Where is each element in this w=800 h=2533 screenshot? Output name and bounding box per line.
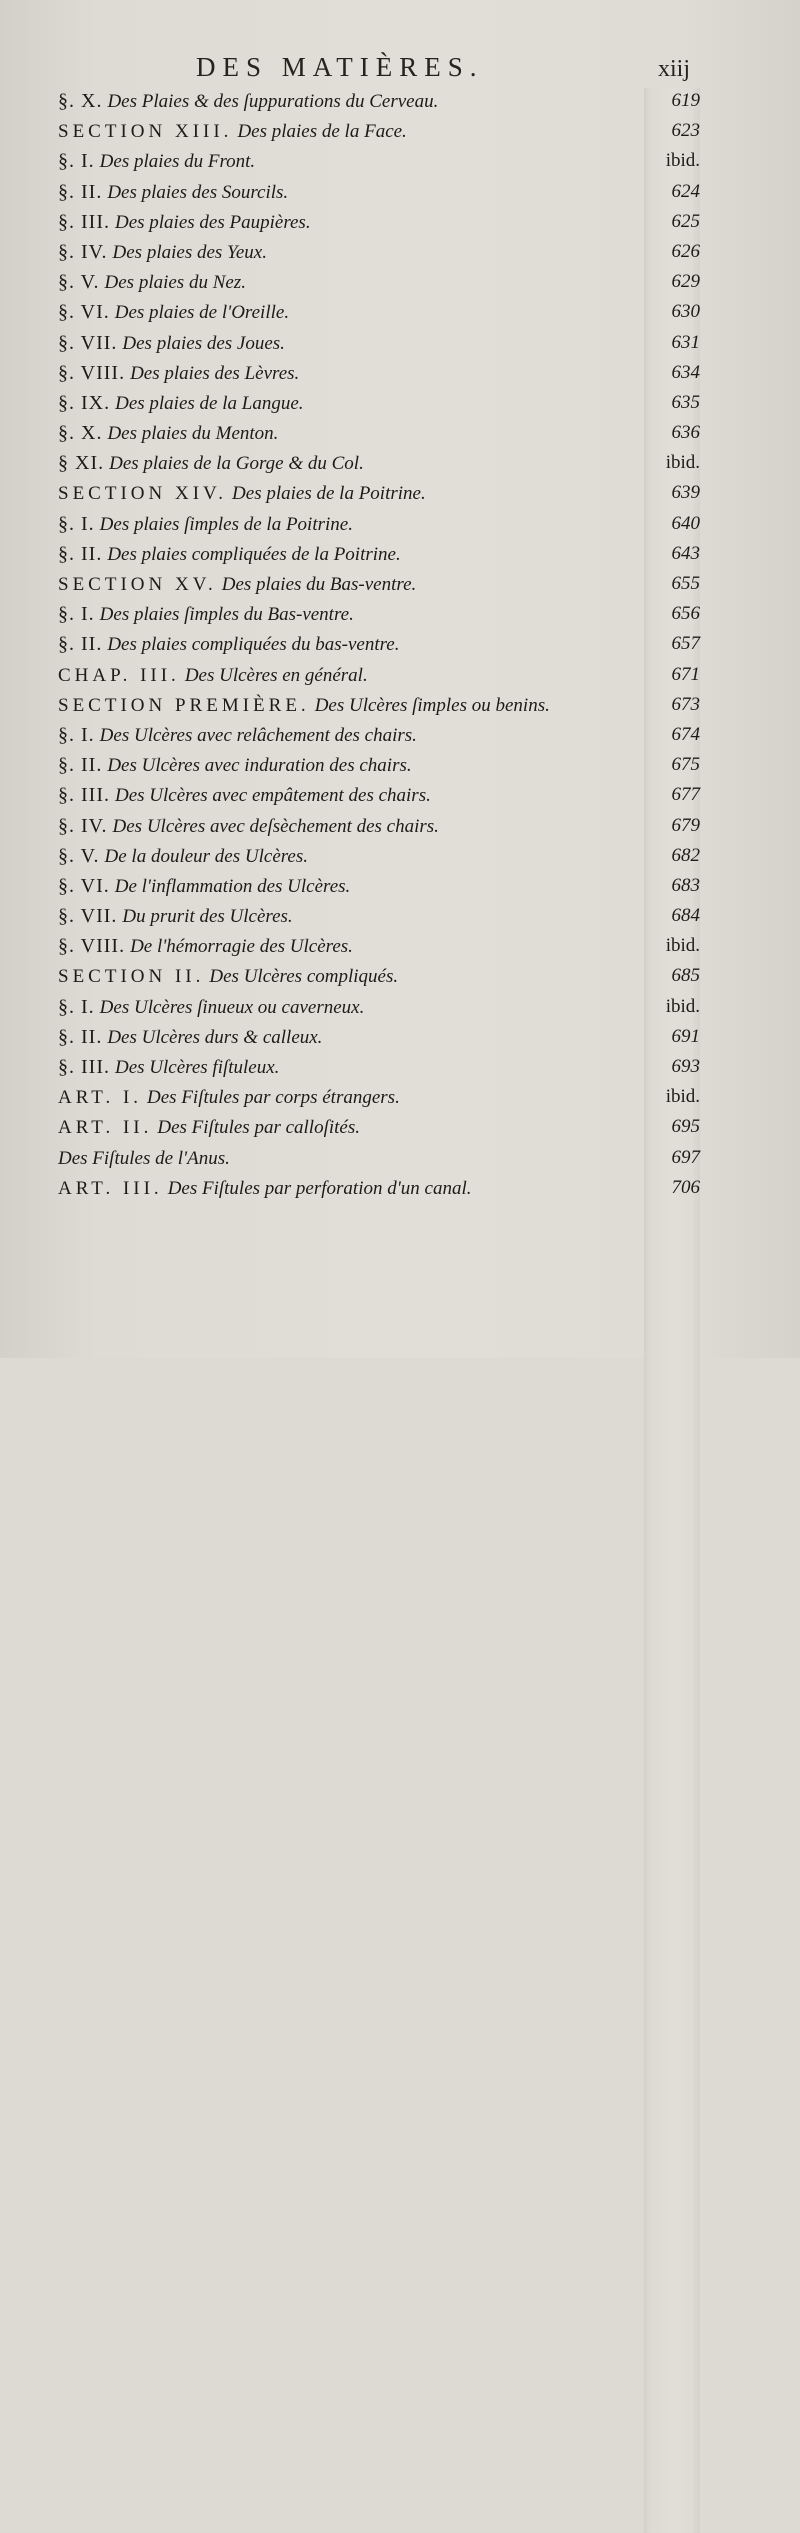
running-head-title: DES MATIÈRES. — [196, 52, 484, 82]
toc-entry-label: §. II. — [58, 754, 103, 777]
toc-entry — [0, 418, 800, 448]
toc-entry-page: 634 — [644, 360, 700, 1718]
toc-entry-title: Des plaies du Front. — [99, 151, 256, 173]
toc-entry-text — [58, 631, 399, 658]
toc-entry-title: Des Ulcères avec relâchement des chairs. — [99, 724, 417, 746]
toc-entry-label: §. X. — [58, 90, 103, 112]
toc-entry — [0, 629, 800, 659]
toc-entry — [0, 811, 800, 841]
toc-entry — [0, 358, 800, 388]
toc-entry — [0, 660, 800, 690]
toc-entry-text — [58, 118, 407, 145]
toc-entry-label: §. II. — [58, 542, 103, 565]
toc-entry — [0, 267, 800, 297]
toc-entry-title: Des Ulcères ſimples ou benins. — [314, 694, 550, 716]
toc-entry-label: §. II. — [58, 633, 103, 656]
toc-entry-label: §. I. — [58, 603, 95, 626]
toc-entry-text — [58, 1084, 400, 1111]
toc-entry — [0, 539, 800, 569]
toc-entry-label: §. II. — [58, 1025, 103, 1048]
toc-entry — [0, 871, 800, 901]
toc-entry-text — [58, 390, 304, 417]
toc-entry-label: §. V. — [58, 271, 100, 294]
toc-entry — [0, 841, 800, 871]
toc-entry-title: Des plaies du Bas-ventre. — [221, 574, 417, 595]
toc-entry-page: 623 — [644, 118, 700, 1476]
toc-entry — [0, 780, 800, 810]
toc-entry — [0, 297, 800, 327]
toc-entry-page: 675 — [644, 752, 700, 2110]
toc-entry — [0, 1112, 800, 1142]
toc-entry — [0, 207, 800, 237]
toc-entry-text — [58, 299, 289, 326]
toc-entry — [0, 901, 800, 931]
toc-entry-text — [58, 1114, 360, 1141]
toc-entry-label: ART. III. — [58, 1177, 163, 1199]
toc-entry-label: §. III. — [58, 210, 110, 233]
toc-entry-label: §. VIII. — [58, 361, 126, 384]
toc-entry-text — [58, 722, 417, 749]
toc-entry-text — [58, 420, 278, 447]
toc-entry-text — [58, 148, 255, 175]
toc-entry-text — [58, 179, 288, 206]
toc-entry — [0, 328, 800, 358]
toc-entry-page: ibid. — [644, 933, 700, 2291]
toc-entry-page: 673 — [644, 692, 700, 2050]
toc-entry — [0, 961, 800, 991]
toc-entry-title: Des plaies des Joues. — [122, 332, 285, 354]
toc-entry-text — [58, 571, 416, 598]
toc-entry-title: Des plaies de la Langue. — [115, 392, 304, 414]
toc-entry-label: §. IV. — [58, 240, 108, 263]
toc-entry-text — [58, 450, 364, 477]
toc-entry-title: Des Ulcères compliqués. — [209, 966, 399, 988]
toc-entry-text — [58, 692, 550, 719]
toc-entry-title: Des Ulcères avec empâtement des chairs. — [114, 785, 431, 807]
toc-entry-page: ibid. — [644, 1084, 700, 2442]
toc-entry-title: Des Ulcères en général. — [184, 664, 368, 686]
toc-entry-page: 706 — [644, 1175, 700, 2533]
toc-entry-text — [58, 480, 426, 507]
toc-entry-label: §. III. — [58, 1056, 110, 1078]
toc-entry-text — [58, 511, 353, 538]
toc-entry-page: 639 — [644, 480, 700, 1838]
toc-entry-label: §. VII. — [58, 331, 118, 354]
toc-entry-text — [58, 933, 353, 960]
toc-entry — [0, 146, 800, 176]
toc-entry — [0, 448, 800, 478]
toc-entry-text — [58, 813, 439, 840]
toc-entry-page: 691 — [644, 1024, 700, 2382]
toc-entry-text — [58, 209, 311, 236]
toc-entry-title: Des Ulcères ſinueux ou caverneux. — [99, 996, 365, 1018]
toc-entry-label: §. V. — [58, 844, 100, 867]
toc-entry — [0, 478, 800, 508]
toc-entry-title: Des Ulcères avec induration des chairs. — [107, 755, 412, 777]
running-head-page-number: xiij — [658, 56, 691, 82]
toc-entry-page: ibid. — [644, 450, 700, 1808]
toc-entry-title: Des Fiſtules de l'Anus. — [58, 1147, 230, 1169]
toc-entry-page: ibid. — [644, 994, 700, 2352]
toc-entry-page: 655 — [644, 571, 700, 1929]
toc-entry-page: 624 — [644, 179, 700, 1537]
toc-entry-page: 671 — [644, 662, 700, 2020]
toc-entry-text — [58, 1054, 279, 1081]
toc-entry — [0, 1082, 800, 1112]
toc-entry-label: SECTION XIII. — [58, 121, 233, 143]
toc-entry-title: Des plaies de l'Oreille. — [114, 302, 290, 324]
toc-entry-text — [58, 782, 431, 809]
toc-entry-label: SECTION XV. — [58, 574, 217, 595]
toc-entry-title: Des plaies de la Gorge & du Col. — [109, 453, 364, 475]
toc-entry-title: Des plaies de la Face. — [237, 121, 407, 143]
toc-entry-label: §. VI. — [58, 874, 110, 897]
toc-entry-page: 656 — [644, 601, 700, 1959]
toc-entry-text — [58, 1175, 472, 1202]
toc-entry-title: Des plaies des Sourcils. — [107, 181, 289, 203]
toc-entry-page: 629 — [644, 269, 700, 1627]
toc-entry — [0, 86, 800, 116]
toc-entry — [0, 1022, 800, 1052]
toc-entry — [0, 992, 800, 1022]
toc-entry-label: §. X. — [58, 422, 103, 445]
toc-entry-title: Des plaies des Yeux. — [112, 241, 267, 263]
toc-entry — [0, 116, 800, 146]
toc-entry-page: 619 — [644, 88, 700, 1446]
toc-entry — [0, 599, 800, 629]
toc-entry-label: ART. II. — [58, 1117, 153, 1139]
toc-entry-page: 695 — [644, 1114, 700, 2472]
toc-entry-label: §. III. — [58, 784, 110, 807]
toc-entry-text — [58, 239, 267, 266]
toc-entry-page: 636 — [644, 420, 700, 1778]
toc-entry-page: 625 — [644, 209, 700, 1567]
toc-entry-text — [58, 994, 364, 1021]
toc-entry-page: 643 — [644, 541, 700, 1899]
toc-entry-label: §. I. — [58, 512, 95, 535]
toc-entry-title: Des plaies des Paupières. — [114, 211, 311, 233]
toc-entry — [0, 237, 800, 267]
toc-entry-title: Des Ulcères avec deſsèchement des chairs. — [112, 815, 439, 837]
toc-entry-label: CHAP. III. — [58, 664, 180, 686]
toc-entry-text — [58, 88, 438, 115]
toc-entry-title: Des plaies compliquées de la Poitrine. — [107, 543, 401, 565]
toc-entry-page: 693 — [644, 1054, 700, 2412]
toc-entry-page: 679 — [644, 813, 700, 2171]
toc-entry — [0, 177, 800, 207]
toc-entry-text — [58, 963, 398, 990]
toc-entry-text — [58, 1145, 230, 1172]
toc-entry-page: 640 — [644, 511, 700, 1869]
toc-entry-title: De l'hémorragie des Ulcères. — [130, 936, 353, 958]
toc-entry-page: 677 — [644, 782, 700, 2140]
toc-entry-label: § XI. — [58, 452, 105, 475]
toc-entry-text — [58, 1024, 322, 1051]
toc-entry-page: 674 — [644, 722, 700, 2080]
toc-entry-label: SECTION XIV. — [58, 483, 228, 505]
toc-entry-page: 697 — [644, 1145, 700, 2503]
toc-entry-page: 683 — [644, 873, 700, 2231]
toc-entry-title: Des plaies des Lèvres. — [130, 362, 300, 384]
toc-entry-title: De la douleur des Ulcères. — [104, 845, 309, 867]
toc-entry-page: 630 — [644, 299, 700, 1657]
toc-entry-page: 635 — [644, 390, 700, 1748]
toc-entry — [0, 509, 800, 539]
toc-entry-title: Des Ulcères fiſtuleux. — [114, 1057, 280, 1078]
toc-entry-label: SECTION PREMIÈRE. — [58, 694, 310, 716]
toc-entry-page: 631 — [644, 330, 700, 1688]
toc-entry-page: ibid. — [644, 148, 700, 1506]
toc-entry-text — [58, 903, 293, 930]
toc-entry-text — [58, 662, 368, 689]
toc-entry-title: Du prurit des Ulcères. — [122, 906, 293, 928]
toc-entry-title: Des plaies du Menton. — [107, 423, 279, 445]
toc-entry-title: Des plaies ſimples de la Poitrine. — [99, 513, 353, 535]
toc-entry-label: SECTION II. — [58, 966, 205, 988]
table-of-contents — [0, 86, 800, 1203]
toc-entry-title: Des Ulcères durs & calleux. — [107, 1026, 323, 1048]
toc-entry-title: Des Fiſtules par corps étrangers. — [147, 1087, 400, 1109]
toc-entry — [0, 720, 800, 750]
toc-entry-title: De l'inflammation des Ulcères. — [114, 875, 351, 897]
toc-entry-page: 684 — [644, 903, 700, 2261]
toc-entry-page: 657 — [644, 631, 700, 1989]
toc-entry-text — [58, 541, 401, 568]
toc-entry-text — [58, 601, 354, 628]
toc-entry-title: Des Fiſtules par calloſités. — [157, 1117, 361, 1139]
toc-entry-label: §. VI. — [58, 301, 110, 324]
toc-entry-title: Des plaies ſimples du Bas-ventre. — [99, 604, 354, 626]
toc-entry-page: 626 — [644, 239, 700, 1597]
toc-entry — [0, 1052, 800, 1082]
toc-entry-text — [58, 873, 350, 900]
toc-entry — [0, 690, 800, 720]
toc-entry-title: Des Plaies & des ſuppurations du Cerveau. — [107, 91, 439, 112]
toc-entry-label: ART. I. — [58, 1087, 143, 1109]
toc-entry — [0, 931, 800, 961]
toc-entry — [0, 569, 800, 599]
toc-entry — [0, 1143, 800, 1173]
toc-entry-text — [58, 843, 308, 870]
toc-entry-label: §. II. — [58, 180, 103, 203]
toc-entry-page: 682 — [644, 843, 700, 2201]
toc-entry-label: §. I. — [58, 723, 95, 746]
toc-entry — [0, 1173, 800, 1203]
toc-entry-page: 685 — [644, 963, 700, 2321]
toc-entry — [0, 750, 800, 780]
toc-entry-label: §. VII. — [58, 905, 118, 928]
toc-entry-title: Des Fiſtules par perforation d'un canal. — [167, 1177, 472, 1199]
toc-entry-title: Des plaies compliquées du bas-ventre. — [107, 634, 400, 656]
toc-entry-label: §. I. — [58, 995, 95, 1018]
toc-entry-title: Des plaies du Nez. — [104, 272, 246, 294]
toc-entry-text — [58, 330, 285, 357]
toc-entry — [0, 388, 800, 418]
toc-entry-text — [58, 360, 299, 387]
toc-entry-label: §. I. — [58, 150, 95, 173]
toc-entry-label: §. VIII. — [58, 935, 126, 958]
toc-entry-title: Des plaies de la Poitrine. — [232, 483, 426, 505]
toc-entry-label: §. IX. — [58, 391, 111, 414]
toc-entry-text — [58, 752, 412, 779]
toc-entry-label: §. IV. — [58, 814, 108, 837]
toc-entry-text — [58, 269, 246, 296]
